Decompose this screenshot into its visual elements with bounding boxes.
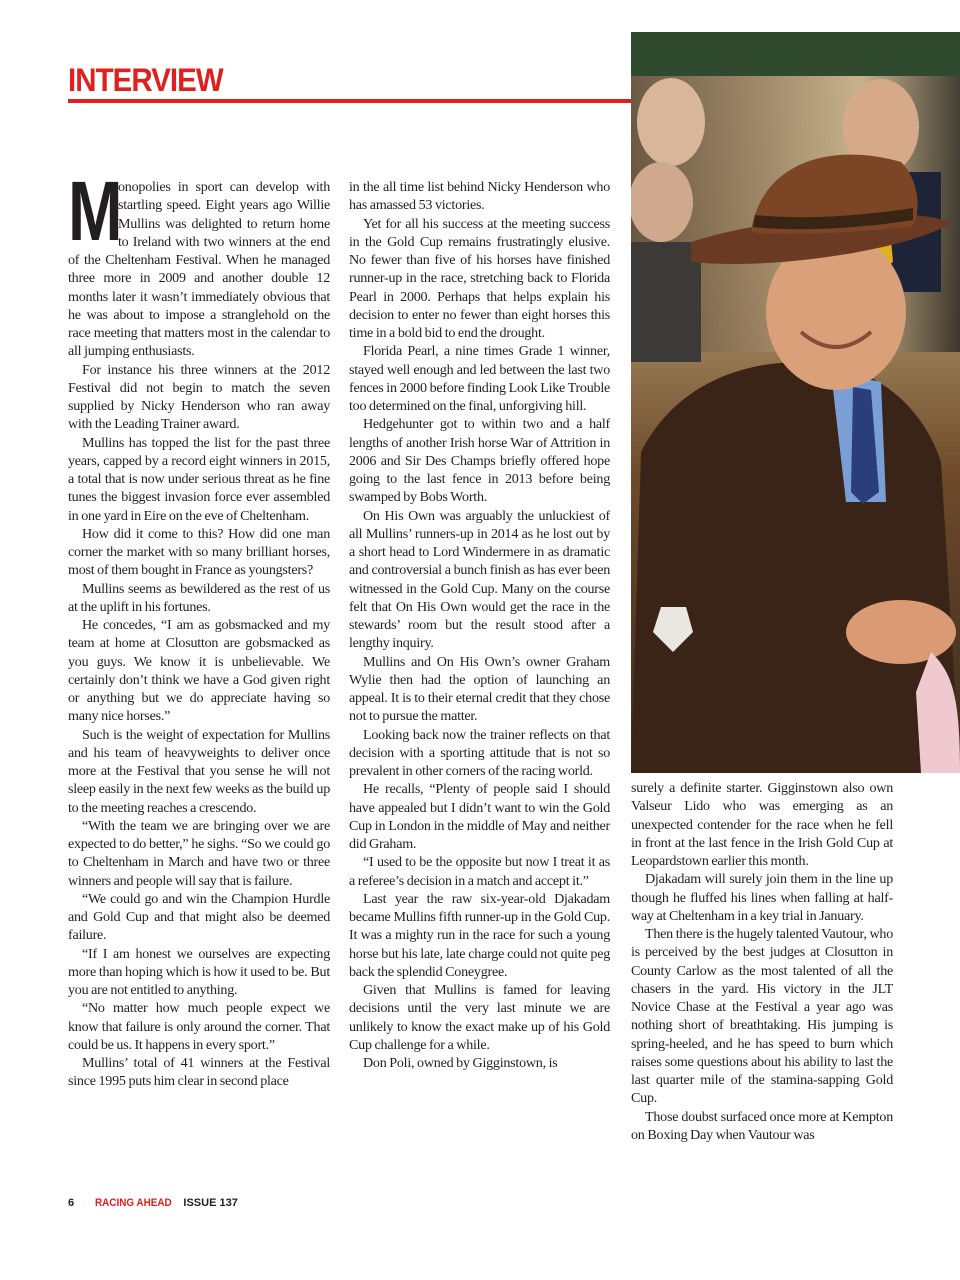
article-paragraph: in the all time list behind Nicky Henderson who has amassed 53 victories. [349,179,610,214]
article-paragraph: He recalls, “Plenty of people said I should have appealed but I didn’t want to win the Gold Cup in London in the middle of May and neither did Graham. [349,781,610,852]
article-paragraph: On His Own was arguably the unluckiest of all Mullins’ runners-up in 2014 as he lost out by a short head to Lord Windermere in as dramatic and controversial a bunch finish as has ever been witnessed in the Gold Cup. Many on the course felt that On His Own would get the race in the stewards’ room but the result stood after a lengthy inquiry. [349,507,610,652]
article-paragraph: He concedes, “I am as gobsmacked and my team at home at Closutton are gobsmacked as you guys. We know it is unbelievable. We certainly don’t think we have a God given right or anything but we do appreciate having so many nice horses.” [68,617,330,725]
article-paragraph: Djakadam will surely join them in the line up though he fluffed his lines when falling at half-way at Cheltenham in a key trial in January. [631,871,893,924]
article-paragraph: “With the team we are bringing over we are expected to do better,” he sighs. “So we could go to Cheltenham in March and have two or three winners and people will say that is failure. [68,817,330,889]
article-paragraph: surely a definite starter. Gigginstown also own Valseur Lido who was emerging as an unexpected contender for the race when he fell in front at the last fence in the Irish Gold Cup at Leopardstown earlier this month. [631,780,893,869]
article-paragraph: Looking back now the trainer reflects on that decision with a sporting attitude that is not so prevalent in other corners of the racing world. [349,726,610,779]
article-paragraph: “No matter how much people expect we know that failure is only around the corner. That could be us. It happens in every sport.” [68,1000,330,1053]
bystander-jacket [631,242,701,362]
article-paragraph: Then there is the hugely talented Vautour, who is perceived by the best judges at Closutton in County Carlow as the most talented of all the chasers in the yard. His victory in the JLT Novice Chase at the Festival a year ago was nothing short of breathtaking. His jumping is spring-heeled, and he has speed to burn which raises some questions about his ability to last the last quarter mile of the stamina-sapping Gold Cup. [631,926,893,1107]
article-paragraph: Given that Mullins is famed for leaving decisions until the very last minute we are unlikely to know the exact make up of his Gold Cup challenge for a while. [349,982,610,1053]
article-paragraph: For instance his three winners at the 2012 Festival did not begin to match the seven supplied by Nicky Henderson who ran away with the Leading Trainer award. [68,361,330,433]
paragraph-text: onopolies in sport can develop with startling speed. Eight years ago Willie Mullins was delighted to return home to Ireland with two winners at the end of the Cheltenham Festival. When he managed three more in 2009 and another double 12 months later it wasn’t immediately obvious that he was about to impose a stranglehold on the race meeting that matters most in the calendar to all jumping enthusiasts. [68,179,330,360]
article-paragraph: Hedgehunter got to within two and a half lengths of another Irish horse War of Attrition in 2006 and Sir Des Champs briefly offered hope going to the last fence in 2013 before being swamped by Bobs Worth. [349,416,610,506]
article-paragraph: Mullins’ total of 41 winners at the Festival since 1995 puts him clear in second place [68,1055,330,1090]
section-title: INTERVIEW [68,62,223,98]
article-paragraph: “We could go and win the Champion Hurdle and Gold Cup and that might also be deemed failure. [68,890,330,944]
section-rule [68,99,631,103]
article-paragraph: Mullins and On His Own’s owner Graham Wylie then had the option of launching an appeal. It is to their eternal credit that they chose not to pursue the matter. [349,653,610,725]
page-number: 6 [68,1197,75,1209]
issue-number: ISSUE 137 [183,1197,238,1209]
page-footer [68,1196,238,1210]
article-paragraph: Florida Pearl, a nine times Grade 1 winner, stayed well enough and led between the last two fences in 2000 before finding Look Like Trouble too determined on the final, unforgiving hill. [349,343,610,414]
article-column-1 [68,164,330,1091]
photo-illustration [631,32,960,773]
article-column-3 [631,779,893,1144]
article-paragraph: “I used to be the opposite but now I treat it as a referee’s decision in a match and accept it.” [349,854,610,889]
coat [631,362,960,773]
bystander-head [631,162,693,242]
article-paragraph: Mullins seems as bewildered as the rest of us at the uplift in his fortunes. [68,580,330,615]
magazine-name: RACING AHEAD [95,1197,172,1209]
article-paragraph: Such is the weight of expectation for Mullins and his team of heavyweights to deliver once more at the Festival that you sense he will not sleep easily in the next few weeks as the build up to the meeting reaches a crescendo. [68,726,330,816]
hand [846,600,956,664]
article-paragraph: Yet for all his success at the meeting success in the Gold Cup remains frustratingly elusive. No fewer than five of his horses have finished runner-up in the race, stretching back to Florida Pearl in 2000. Perhaps that helps explain his decision to enter no fewer than eight horses this time in a bold bid to end the drought. [349,215,610,341]
bystander-head [637,78,705,166]
trainer-photo [631,32,960,773]
article-paragraph: Those doubst surfaced once more at Kempton on Boxing Day when Vautour was [631,1108,893,1143]
article-column-2 [349,178,610,1072]
article-paragraph: “If I am honest we ourselves are expecting more than hoping which is how it used to be. But you are not entitled to anything. [68,945,330,998]
drop-cap: M [68,164,123,258]
article-paragraph: Mullins has topped the list for the past three years, capped by a record eight winners in 2015, a total that is now under serious threat as he fine tunes the biggest invasion force ever assembled in one yard in Eire on the eve of Cheltenham. [68,434,330,524]
article-paragraph: Don Poli, owned by Gigginstown, is [363,1055,558,1071]
article-paragraph: How did it come to this? How did one man corner the market with so many brilliant horses, most of them bought in France as youngsters? [68,525,330,579]
article-paragraph [68,164,330,361]
article-paragraph: Last year the raw six-year-old Djakadam became Mullins fifth runner-up in the Gold Cup. It was a mighty run in the race for such a young horse but his late, late charge could not quite peg back the splendid Coneygree. [349,890,610,980]
